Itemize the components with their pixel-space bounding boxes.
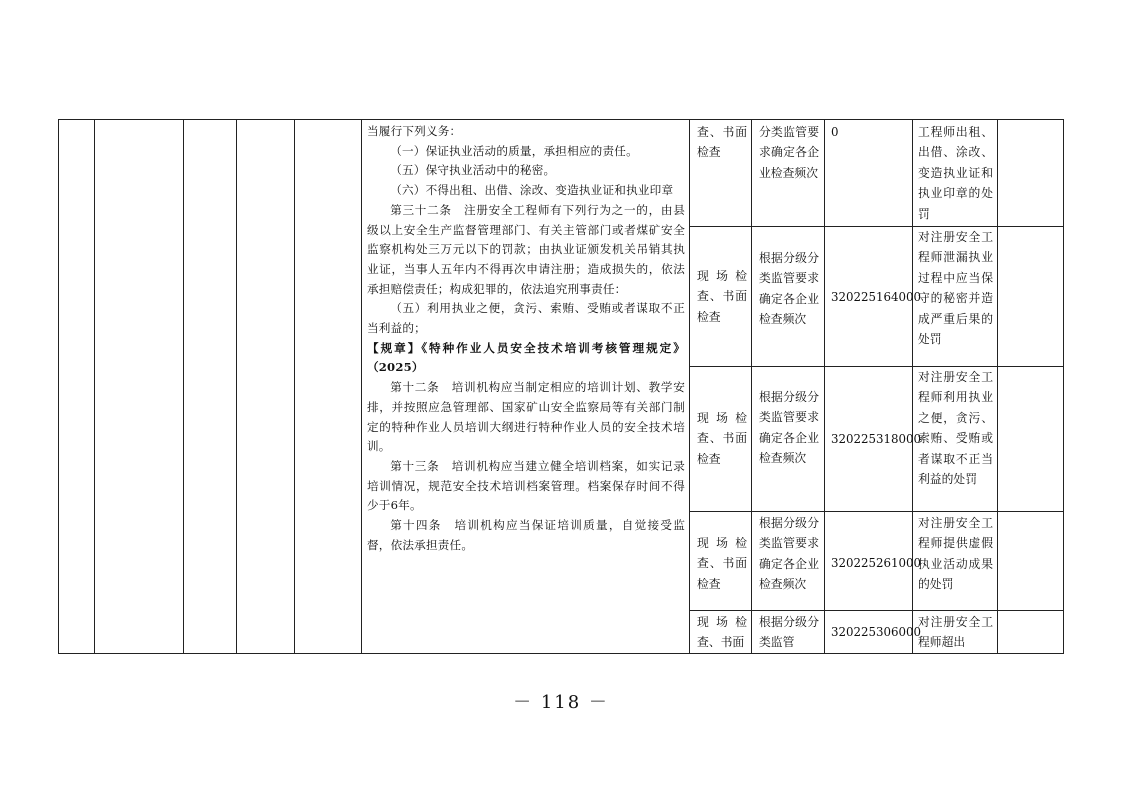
law-paragraph: 第十四条 培训机构应当保证培训质量，自觉接受监督，依法承担责任。 xyxy=(367,518,685,552)
inspection-frequency: 根据分级分类监管要求确定各企业检查频次 xyxy=(759,251,819,327)
column-divider xyxy=(361,119,362,654)
item-code: 320225318000 xyxy=(831,432,922,446)
item-name: 对注册安全工程师泄漏执业过程中应当保守的秘密并造成严重后果的处罚 xyxy=(918,230,993,347)
law-paragraph: 第十三条 培训机构应当建立健全培训档案，如实记录培训情况，规范安全技术培训档案管理。档案保存时间不得少于6年。 xyxy=(367,458,685,513)
item-name: 对注册安全工程师提供虚假执业活动成果的处罚 xyxy=(918,516,993,592)
item-code: 0 xyxy=(831,125,839,139)
column-divider xyxy=(824,119,825,654)
column-divider xyxy=(236,119,237,654)
column-divider xyxy=(294,119,295,654)
law-paragraph: （五）保守执业活动中的秘密。 xyxy=(390,163,556,178)
row-divider xyxy=(689,610,1064,611)
row-divider xyxy=(689,226,1064,227)
law-paragraph: （六）不得出租、出借、涂改、变造执业证和执业印章 xyxy=(390,183,674,198)
legal-basis-text xyxy=(367,122,685,555)
page-number: － 118 － xyxy=(513,692,609,713)
column-divider xyxy=(997,119,998,654)
column-divider xyxy=(183,119,184,654)
column-divider xyxy=(689,119,690,654)
regulation-heading: 【规章】《特种作业人员安全技术培训考核管理规定》（2025） xyxy=(367,340,685,375)
column-divider xyxy=(94,119,95,654)
inspection-frequency: 分类监管要求确定各企业检查频次 xyxy=(759,125,819,180)
item-code: 320225261000 xyxy=(831,556,922,570)
law-paragraph: 第三十二条 注册安全工程师有下列行为之一的，由县级以上安全生产监督管理部门、有关主管部门或者煤矿安全监察机构处三万元以下的罚款；由执业证颁发机关吊销其执业证，当事人五年内不得再次申请注册；造成损失的，依法承担赔偿责任；构成犯罪的，依法追究刑事责任： xyxy=(367,202,685,296)
law-paragraph: 第十二条 培训机构应当制定相应的培训计划、教学安排，并按照应急管理部、国家矿山安全监察局等有关部门制定的特种作业人员培训大纲进行特种作业人员的安全技术培训。 xyxy=(367,380,685,454)
inspection-method: 现场检查、书面检查 xyxy=(697,536,747,591)
row-divider xyxy=(689,511,1064,512)
law-paragraph: （一）保证执业活动的质量，承担相应的责任。 xyxy=(390,143,638,158)
item-code: 320225164000 xyxy=(831,290,922,304)
column-divider xyxy=(751,119,752,654)
law-paragraph: 当履行下列义务： xyxy=(367,124,462,138)
inspection-method: 查、书面检查 xyxy=(697,125,747,160)
item-code: 320225306000 xyxy=(831,625,922,639)
column-divider xyxy=(912,119,913,654)
law-paragraph: （五）利用执业之便，贪污、索贿、受贿或者谋取不正当利益的； xyxy=(367,301,685,336)
inspection-method: 现场检查、书面 xyxy=(697,615,747,650)
inspection-method: 现场检查、书面检查 xyxy=(697,411,747,466)
inspection-frequency: 根据分级分类监管要求确定各企业检查频次 xyxy=(759,390,819,466)
row-divider xyxy=(689,366,1064,367)
item-name: 工程师出租、出借、涂改、变造执业证和执业印章的处罚 xyxy=(918,125,993,221)
item-name: 对注册安全工程师利用执业之便，贪污、索贿、受贿或者谋取不正当利益的处罚 xyxy=(918,370,993,487)
item-name: 对注册安全工程师超出 xyxy=(918,615,993,650)
inspection-frequency: 根据分级分类监管要求确定各企业检查频次 xyxy=(759,516,819,592)
inspection-frequency: 根据分级分类监管 xyxy=(759,615,819,650)
inspection-method: 现场检查、书面检查 xyxy=(697,269,747,324)
